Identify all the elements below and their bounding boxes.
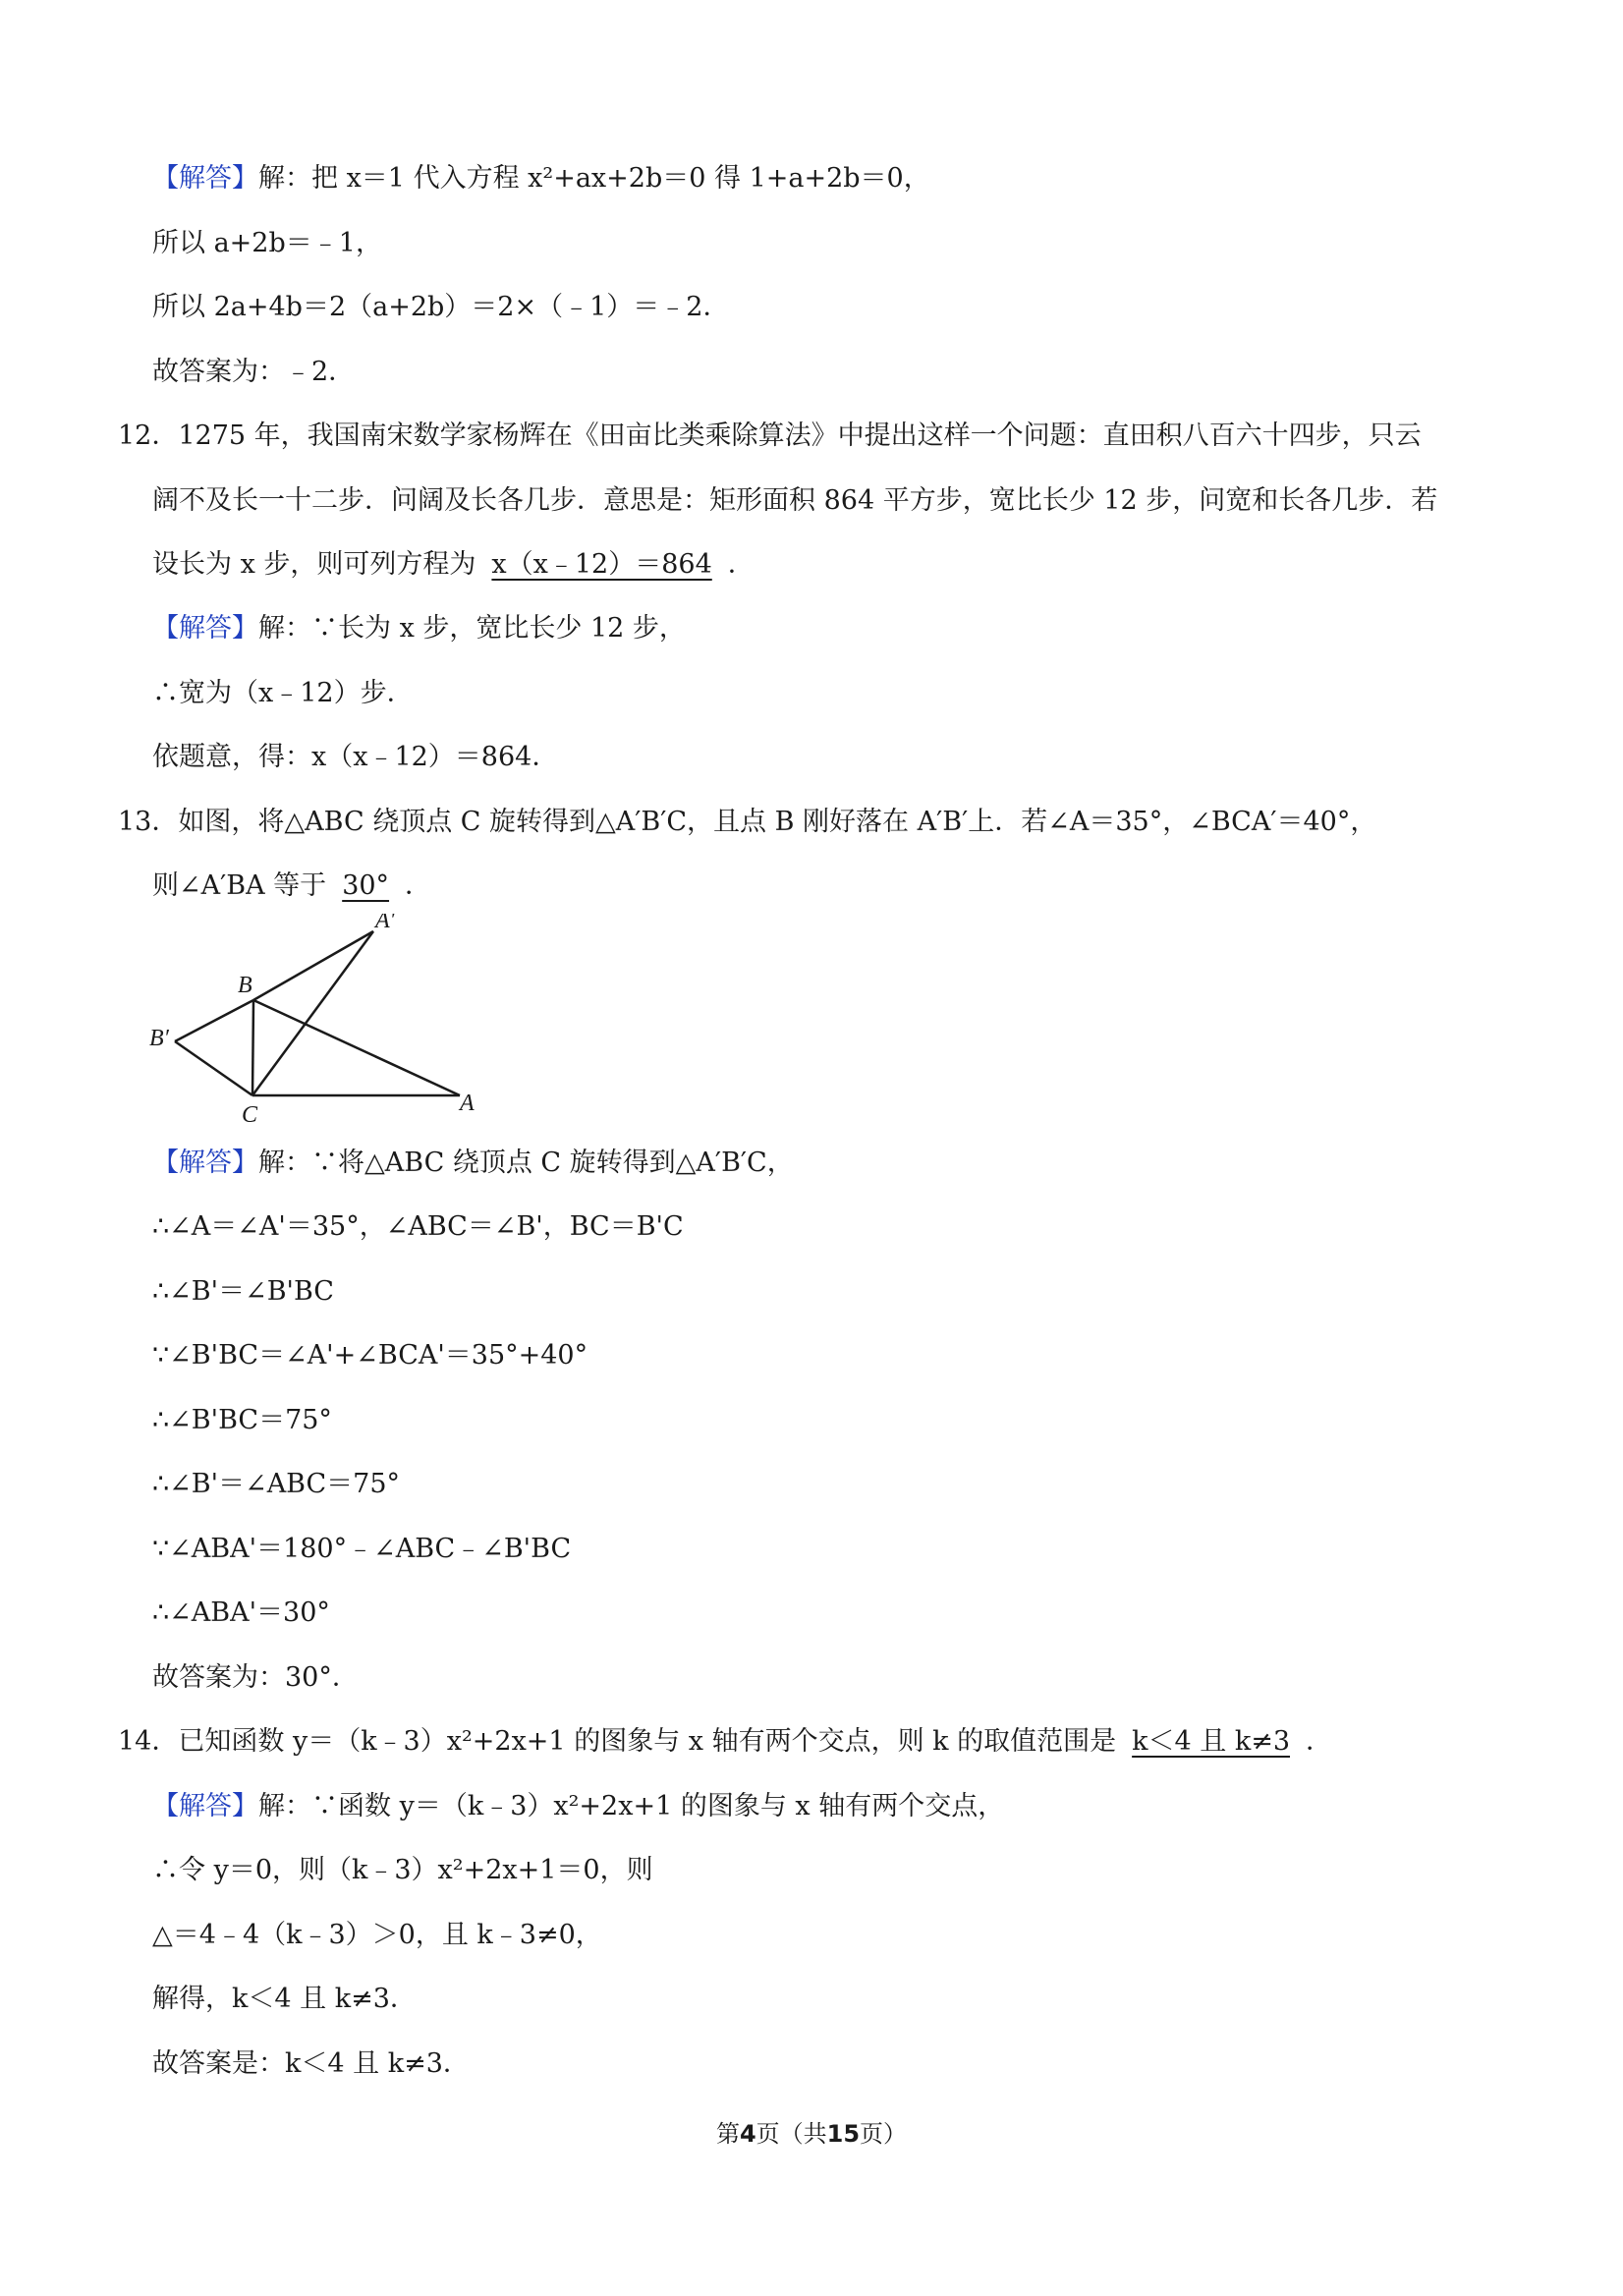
page-footer (0, 2114, 1623, 2149)
q12-solution-2: ∴宽为（x﹣12）步． (152, 678, 414, 708)
label-b-prime: B′ (149, 1026, 169, 1051)
q12-solution-1: 解：∵长为 x 步，宽比长少 12 步， (258, 613, 686, 644)
q14-solution-line (152, 1789, 1004, 1824)
q13-stem-2 (152, 868, 431, 904)
q13-solution-line (152, 1146, 794, 1181)
q11-line-3: 所以 2a+4b＝2（a+2b）＝2×（﹣1）＝﹣2． (152, 292, 730, 322)
q14-solution-3: △＝4﹣4（k﹣3）＞0，且 k﹣3≠0， (152, 1920, 602, 1950)
label-a: A (460, 1091, 475, 1116)
q14-solution-2: ∴令 y＝0，则（k﹣3）x²+2x+1＝0，则 (152, 1855, 653, 1885)
q14-stem-text: 14．已知函数 y＝（k﹣3）x²+2x+1 的图象与 x 轴有两个交点，则 k 的取值范围是 (118, 1726, 1117, 1757)
q11-solution-line (152, 161, 930, 196)
q12-answer: x（x﹣12）＝864 (491, 549, 712, 580)
q14-stem (118, 1724, 1332, 1760)
triangle-figure (147, 914, 481, 1130)
q14-answer: k＜4 且 k≠3 (1132, 1726, 1290, 1757)
q11-line-1: 解：把 x＝1 代入方程 x²+ax+2b＝0 得 1+a+2b＝0， (258, 163, 930, 194)
q13-answer: 30° (342, 870, 390, 901)
footer-suffix: 页） (860, 2120, 908, 2148)
q13-solution-3: ∴∠B'＝∠B'BC (152, 1276, 334, 1307)
edge-b1-b (175, 1000, 253, 1041)
page-total: 15 (826, 2120, 861, 2148)
q12-solution-line (152, 611, 686, 646)
label-b: B (238, 973, 252, 998)
q12-stem-3-end: ． (727, 549, 755, 580)
answer-tag: 【解答】 (152, 613, 258, 644)
q12-stem-3 (152, 547, 755, 583)
q11-line-4: 故答案为：﹣2． (152, 357, 356, 387)
q13-solution-7: ∵∠ABA'＝180°﹣∠ABC﹣∠B'BC (152, 1534, 572, 1564)
q13-solution-8: ∴∠ABA'＝30° (152, 1597, 330, 1628)
q13-stem-2-text: 则∠A′BA 等于 (152, 870, 327, 901)
q14-stem-end: ． (1306, 1726, 1332, 1757)
q13-solution-6: ∴∠B'＝∠ABC＝75° (152, 1469, 401, 1499)
page-number: 4 (739, 2120, 756, 2148)
q12-stem-2: 阔不及长一十二步．问阔及长各几步．意思是：矩形面积 864 平方步，宽比长少 12 步，问宽和长各几步．若 (152, 485, 1438, 516)
q14-solution-5: 故答案是：k＜4 且 k≠3． (152, 2048, 470, 2079)
q14-solution-1: 解：∵函数 y＝（k﹣3）x²+2x+1 的图象与 x 轴有两个交点， (258, 1791, 1005, 1821)
footer-prefix: 第 (715, 2120, 740, 2148)
answer-tag: 【解答】 (152, 163, 258, 194)
q13-solution-4: ∵∠B'BC＝∠A'+∠BCA'＝35°+40° (152, 1340, 588, 1371)
q13-solution-5: ∴∠B'BC＝75° (152, 1405, 332, 1435)
q11-line-2: 所以 a+2b＝﹣1， (152, 228, 382, 258)
q13-solution-9: 故答案为：30°． (152, 1662, 359, 1693)
q14-solution-4: 解得，k＜4 且 k≠3． (152, 1984, 417, 2014)
answer-tag: 【解答】 (152, 1791, 258, 1821)
edge-b-c (252, 1000, 253, 1095)
q13-solution-1: 解：∵将△ABC 绕顶点 C 旋转得到△A′B′C， (258, 1148, 794, 1178)
footer-middle: 页（共 (756, 2120, 827, 2148)
q13-solution-2: ∴∠A＝∠A'＝35°，∠ABC＝∠B'，BC＝B'C (152, 1211, 684, 1242)
edge-b-a (253, 1000, 460, 1095)
figure-lines (175, 931, 460, 1095)
q12-stem-3-text: 设长为 x 步，则可列方程为 (152, 549, 476, 580)
label-a-prime: A′ (375, 914, 395, 933)
label-c: C (242, 1102, 258, 1128)
edge-b-a1 (253, 931, 373, 1000)
answer-tag: 【解答】 (152, 1148, 258, 1178)
edge-a1-c (252, 931, 373, 1095)
q13-stem-1: 13．如图，将△ABC 绕顶点 C 旋转得到△A′B′C，且点 B 刚好落在 A′B′上．若∠A＝35°，∠BCA′＝40°， (118, 807, 1377, 837)
q13-stem-2-end: ． (405, 870, 432, 901)
edge-b1-c (175, 1041, 252, 1095)
q12-solution-3: 依题意，得：x（x﹣12）＝864． (152, 742, 559, 772)
q12-stem-1: 12．1275 年，我国南宋数学家杨辉在《田亩比类乘除算法》中提出这样一个问题：直田积八百六十四步，只云 (118, 420, 1422, 451)
